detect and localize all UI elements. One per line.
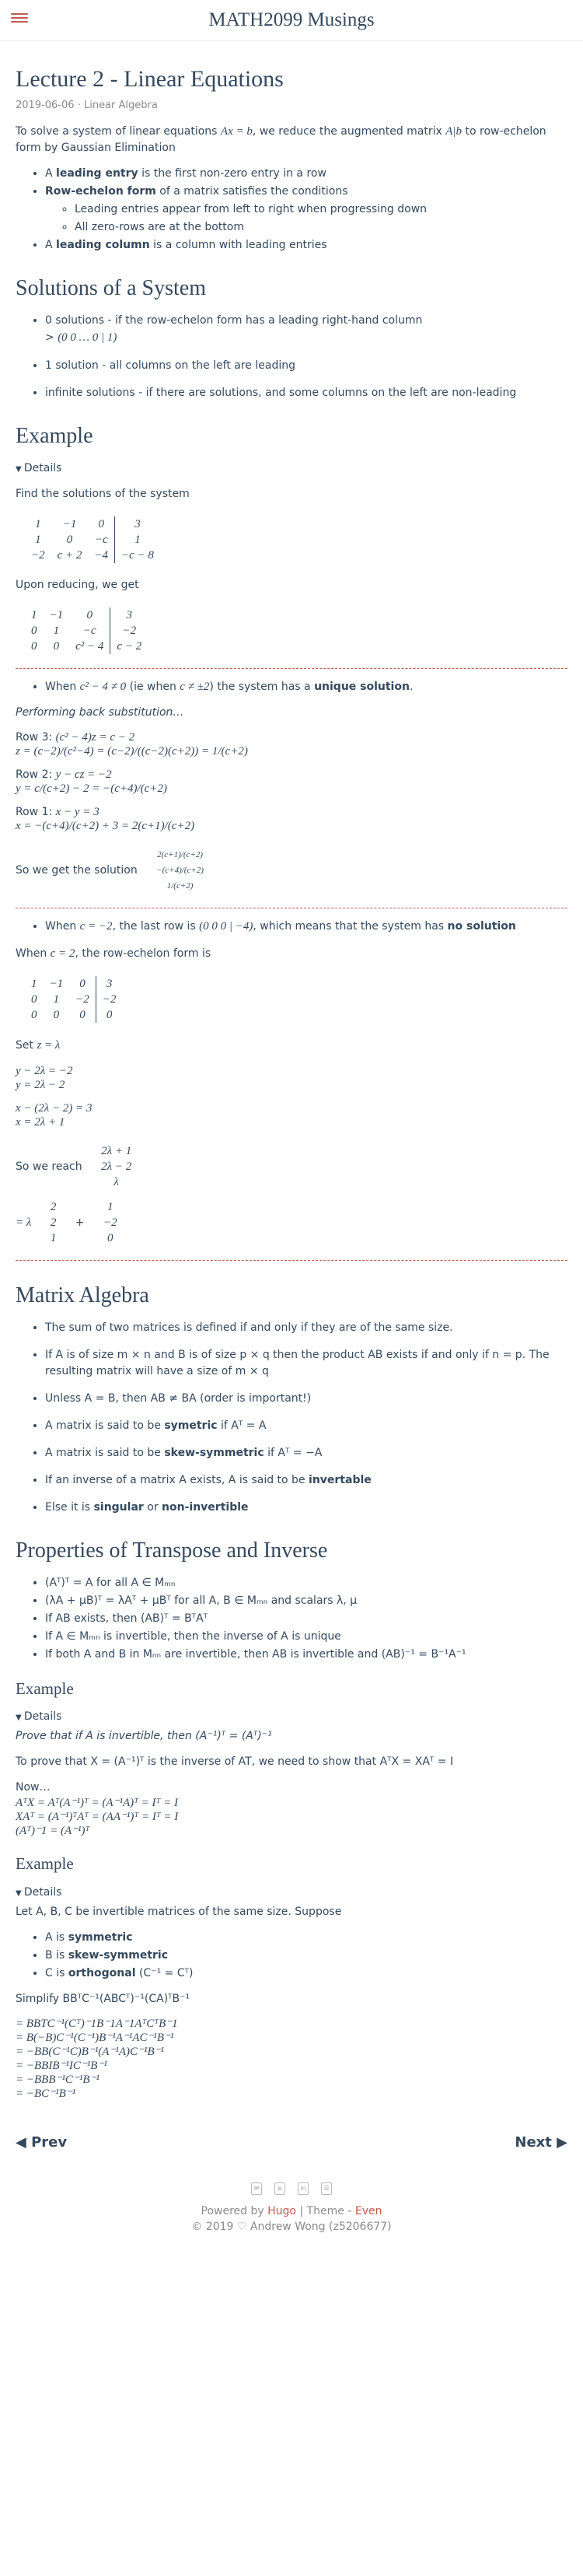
subsection-heading: Example [16, 1678, 74, 1698]
social-links [16, 2179, 567, 2196]
vector: 2 2 1 [50, 1200, 57, 1244]
divider [16, 668, 567, 669]
list-item: • The sum of two matrices is defined if and only if they are of the same size. [45, 1320, 567, 1336]
list-item: • Row-echelon form of a matrix satisfies the conditions ◦ Leading entries appear from left to right when progressing down ◦ All zero-rows are at the bottom [45, 184, 567, 236]
case-list [16, 678, 567, 696]
intro-paragraph: To solve a system of linear equations Ax = b, we reduce the augmented matrix A|b to row-echelon form by Gaussian Elimination [16, 124, 546, 154]
list-item: • A matrix is said to be symetric if Aᵀ = A [45, 1418, 567, 1434]
section-heading: Solutions of a System [16, 276, 207, 300]
copyright: © 2019 ♡ Andrew Wong (z5206677) [191, 2220, 392, 2233]
post-category-link[interactable]: Linear Algebra [83, 100, 158, 111]
equations: y − 2λ = −2 y = 2λ − 2 [16, 1064, 73, 1091]
echelon-matrix-c2: 1 −1 0 3 0 1 −2 −2 0 0 0 0 [16, 976, 131, 1023]
linkedin-icon[interactable]: in [298, 2182, 309, 2195]
list-item: • Unless A = B, then AB ≠ BA (order is important!) [45, 1391, 567, 1407]
text: Let A, B, C be invertible matrices of the same size. Suppose [16, 1905, 342, 1918]
list-item: • When c² − 4 ≠ 0 (ie when c ≠ ±2) the system has a unique solution. [45, 678, 567, 696]
details-toggle[interactable]: ▼ Details [16, 1885, 567, 1901]
site-logo[interactable]: MATH2099 Musings [208, 9, 375, 30]
text: Set z = λ [16, 1039, 61, 1052]
solution-vector-line: So we get the solution 2(c+1)/(c+2) −(c+4)/(c+2) 1/(c+2) [16, 842, 567, 898]
row3-equations: Row 3: (c² − 4)z = c − 2 z = (c−2)/(c²−4) = (c−2)/((c−2)(c+2)) = 1/(c+2) [16, 731, 248, 758]
site-header [0, 0, 583, 41]
list-item: ◦ All zero-rows are at the bottom [75, 219, 567, 236]
solutions-list [16, 313, 567, 401]
theme-link[interactable]: Even [354, 2204, 382, 2217]
section-heading: Matrix Algebra [16, 1283, 149, 1307]
text: Performing back substitution… [16, 706, 184, 719]
menu-icon[interactable] [11, 11, 28, 25]
list-item: • C is orthogonal (C⁻¹ = Cᵀ) [45, 1965, 567, 1982]
reach-vector: 2λ + 1 2λ − 2 λ [101, 1144, 132, 1188]
list-item: • 0 solutions - if the row-echelon form has a leading right-hand column > (0 0 … 0 | 1) [45, 313, 567, 347]
list-item: • (λA + μB)ᵀ = λAᵀ + μBᵀ for all A, B ∈ Mₘₙ and scalars λ, μ [45, 1593, 567, 1609]
list-item: • If AB exists, then (AB)ᵀ = BᵀAᵀ [45, 1611, 567, 1627]
list-item: ◦ Leading entries appear from left to right when progressing down [75, 201, 567, 218]
text: Prove that if A is invertible, then (A⁻¹)ᵀ = (Aᵀ)⁻¹ [16, 1730, 272, 1742]
final-solution-line: = λ 2 2 1 + 1 −2 0 [16, 1195, 567, 1251]
algebra-list [16, 1320, 567, 1516]
post-meta: 2019-06-06 · Linear Algebra [16, 100, 158, 111]
post-content [0, 61, 583, 2235]
simplify-equations: = BBTC⁻¹(Cᵀ)⁻1B⁻1A⁻1AᵀCᵀB⁻1 = B(−B)C⁻¹(C⁻¹)B⁻¹A⁻¹AC⁻¹B⁻¹ = −BB(C⁻¹C)B⁻¹(A⁻¹A)C⁻¹B⁻¹ = −BBIB⁻¹IC⁻¹B⁻¹ = −BBB⁻¹C⁻¹B⁻¹ = −BC⁻¹B⁻¹ [16, 2017, 178, 2100]
definitions-list [16, 166, 567, 254]
list-item: • B is skew-symmetric [45, 1948, 567, 1964]
solution-vector: 2(c+1)/(c+2) −(c+4)/(c+2) 1/(c+2) [156, 850, 204, 891]
section-heading: Properties of Transpose and Inverse [16, 1538, 328, 1563]
next-link[interactable]: Next ▶ [515, 2133, 567, 2151]
conditions-list [16, 1930, 567, 1982]
list-item: • If both A and B in Mₙₙ are invertible, then AB is invertible and (AB)⁻¹ = B⁻¹A⁻¹ [45, 1647, 567, 1663]
list-item: • infinite solutions - if there are solutions, and some columns on the left are non-leading [45, 385, 567, 401]
reach-vector-line: So we reach 2λ + 1 2λ − 2 λ [16, 1139, 567, 1195]
subsection-heading: Example [16, 1854, 74, 1873]
post-date: 2019-06-06 [16, 100, 75, 111]
list-item: • (Aᵀ)ᵀ = A for all A ∈ Mₘₙ [45, 1575, 567, 1591]
text: Upon reducing, we get [16, 578, 139, 591]
case-list [16, 918, 567, 936]
list-item: • A matrix is said to be skew-symmetric if Aᵀ = −A [45, 1445, 567, 1461]
text: Now… [16, 1781, 51, 1794]
list-item: • If an inverse of a matrix A exists, A is said to be invertable [45, 1472, 567, 1489]
details-toggle[interactable]: ▼ Details [16, 1709, 567, 1725]
row1-equations: Row 1: x − y = 3 x = −(c+4)/(c+2) + 3 = 2(c+1)/(c+2) [16, 806, 195, 832]
vector: 1 −2 0 [103, 1200, 117, 1244]
hugo-link[interactable]: Hugo [267, 2204, 296, 2217]
rss-icon[interactable]: ☰ [321, 2182, 332, 2195]
row2-equations: Row 2: y − cz = −2 y = c/(c+2) − 2 = −(c+4)/(c+2) [16, 768, 167, 795]
list-item: • If A is of size m × n and B is of size p × q then the product AB exists if and only if n = p. The resulting matrix will have a size of m × q [45, 1347, 567, 1380]
footer: Powered by Hugo | Theme - Even © 2019 ♡ Andrew Wong (z5206677) [16, 2203, 567, 2235]
github-icon[interactable]: ⌂ [274, 2182, 285, 2195]
post-title: Lecture 2 - Linear Equations [16, 66, 284, 92]
list-item: • A leading entry is the first non-zero entry in a row [45, 166, 567, 182]
divider [16, 1260, 567, 1261]
augmented-matrix: 1 −1 0 3 1 0 −c 1 −2 c + 2 −4 −c − 8 [16, 516, 169, 563]
equations: x − (2λ − 2) = 3 x = 2λ + 1 [16, 1101, 93, 1129]
list-item: • 1 solution - all columns on the left are leading [45, 358, 567, 374]
list-item: • When c = −2, the last row is (0 0 0 | −4), which means that the system has no solution [45, 918, 567, 936]
properties-list [16, 1575, 567, 1663]
post-navigation [16, 2132, 567, 2153]
reduced-matrix: 1 −1 0 3 0 1 −c −2 0 0 c² − 4 c − 2 [16, 607, 157, 654]
list-item: • If A ∈ Mₘₙ is invertible, then the inverse of A is unique [45, 1629, 567, 1645]
list-item: • A leading column is a column with leading entries [45, 237, 567, 254]
list-item: • A is symmetric [45, 1930, 567, 1946]
section-heading: Example [16, 423, 93, 448]
proof-equations: AᵀX = Aᵀ(A⁻¹)ᵀ = (A⁻¹A)ᵀ = Iᵀ = I XAᵀ = (A⁻¹)ᵀAᵀ = (AA⁻¹)ᵀ = Iᵀ = I (Aᵀ)⁻1 = (A⁻¹)ᵀ [16, 1797, 179, 1837]
details-toggle[interactable]: ▼ Details [16, 460, 567, 477]
email-icon[interactable]: ✉ [251, 2182, 262, 2195]
list-item: • Else it is singular or non-invertible [45, 1500, 567, 1516]
text: To prove that X = (A⁻¹)ᵀ is the inverse of AT, we need to show that AᵀX = XAᵀ = I [16, 1755, 454, 1768]
prev-link[interactable]: ◀ Prev [16, 2133, 68, 2151]
text: Find the solutions of the system [16, 487, 190, 500]
text: Simplify BBᵀC⁻¹(ABCᵀ)⁻¹(CA)ᵀB⁻¹ [16, 1992, 190, 2005]
text: When c = 2, the row-echelon form is [16, 947, 211, 960]
